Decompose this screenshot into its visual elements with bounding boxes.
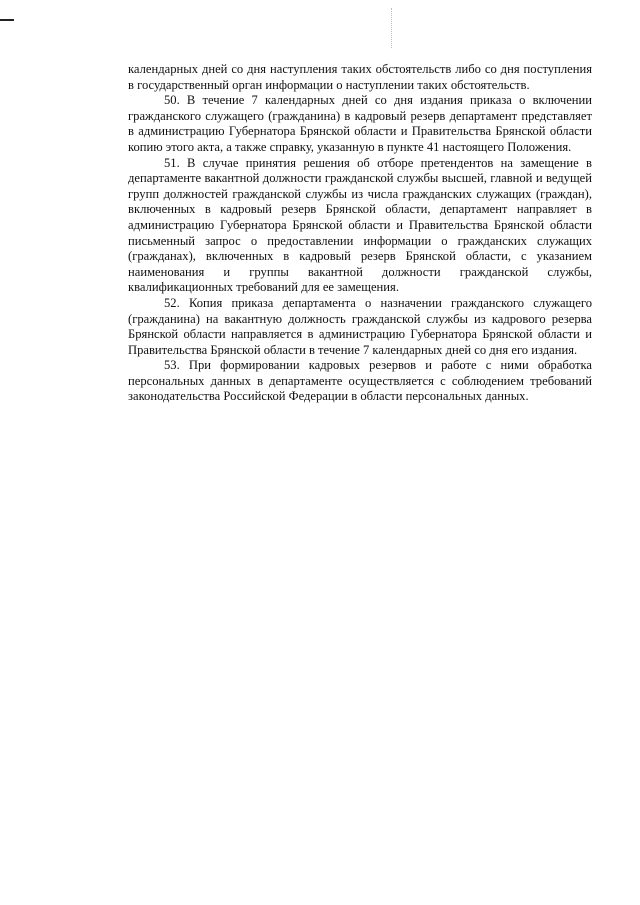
scan-artifact-line xyxy=(391,8,392,48)
paragraph-continuation: календарных дней со дня наступления таких обстоятельств либо со дня поступления в государственный орган информации о наступлении таких обстоятельств. xyxy=(128,62,592,92)
paragraph-50: 50. В течение 7 календарных дней со дня издания приказа о включении гражданского служащего (гражданина) в кадровый резерв департамент представляет в администрацию Губернатора Брянской области и Правительства Брянской области копию этого акта, а также справку, указанную в пункте 41 настоящего Положения. xyxy=(128,93,592,154)
document-body xyxy=(128,62,592,405)
paragraph-52: 52. Копия приказа департамента о назначении гражданского служащего (гражданина) на вакантную должность гражданской службы из кадрового резерва Брянской области направляется в администрацию Губернатора Брянской области и Правительства Брянской области в течение 7 календарных дней со дня его издания. xyxy=(128,295,592,357)
paragraph-53: 53. При формировании кадровых резервов и работе с ними обработка персональных данных в департаменте осуществляется с соблюдением требований законодательства Российской Федерации в области персональных данных. xyxy=(128,358,592,404)
scan-corner-mark xyxy=(0,19,14,21)
paragraph-51: 51. В случае принятия решения об отборе претендентов на замещение в департаменте вакантной должности гражданской службы высшей, главной и ведущей групп должностей гражданской службы из числа гражданских служащих (граждан), включенных в кадровый резерв Брянской области, департамент направляет в администрацию Губернатора Брянской области и Правительства Брянской области письменный запрос о предоставлении информации о гражданских служащих (гражданах), включенных в кадровый резерв Брянской области, с указанием наименования и группы вакантной должности гражданской службы, квалификационных требований для ее замещения. xyxy=(128,155,592,295)
